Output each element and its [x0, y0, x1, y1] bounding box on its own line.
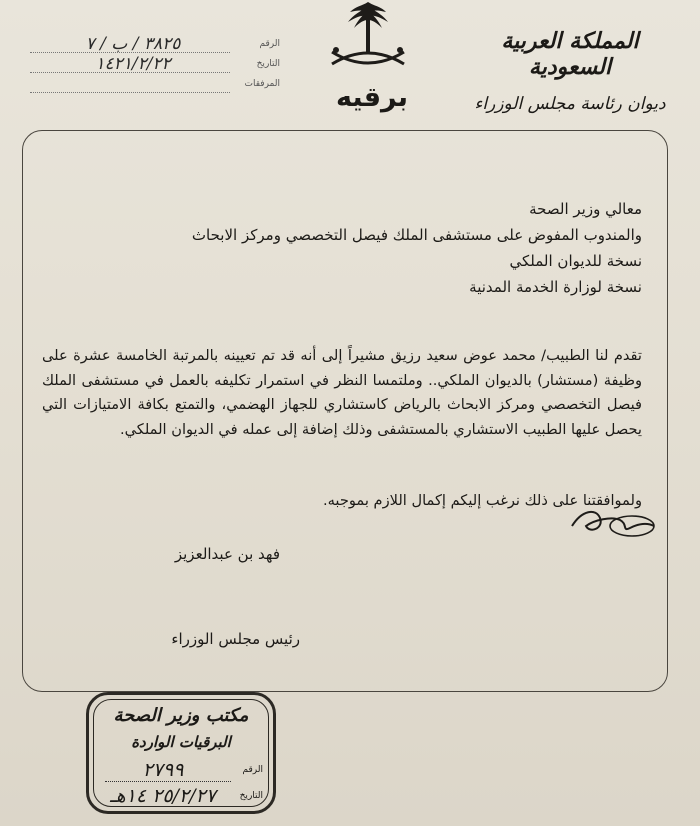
stamp-divider	[105, 781, 231, 782]
saudi-emblem-icon	[318, 0, 418, 80]
incoming-stamp	[86, 692, 276, 814]
address-line: معالي وزير الصحة	[529, 200, 642, 218]
stamp-number-value: ٢٧٩٩	[142, 759, 184, 781]
stamp-date-value: ٢٥/٢/٢٧ ١٤هـ	[110, 785, 216, 807]
signatory-name: فهد بن عبدالعزيز	[174, 545, 280, 563]
stamp-number-label: الرقم	[242, 765, 263, 775]
address-line: نسخة لوزارة الخدمة المدنية	[469, 278, 642, 296]
kingdom-name: المملكة العربية السعودية	[501, 28, 639, 80]
date-value: ١٤٢١/٢/٢٢	[95, 54, 171, 74]
address-line: نسخة للديوان الملكي	[509, 252, 642, 270]
stamp-title: مكتب وزير الصحة	[113, 705, 249, 726]
letterhead-right	[460, 28, 680, 114]
initial-signature-icon	[560, 502, 660, 542]
ref-label: الرقم	[259, 39, 280, 49]
date-label: التاريخ	[256, 59, 280, 69]
diwan-name: ديوان رئاسة مجلس الوزراء	[474, 94, 666, 114]
closing-line: ولموافقتنا على ذلك نرغب إليكم إكمال اللازم بموجبه.	[322, 492, 642, 509]
stamp-subtitle: البرقيات الواردة	[131, 733, 231, 751]
document-type-title: برقيه	[335, 82, 408, 113]
ref-row	[30, 34, 280, 54]
ref-divider	[30, 52, 230, 53]
address-block	[42, 196, 642, 300]
stamp-date-row	[99, 785, 263, 807]
stamp-date-label: التاريخ	[239, 791, 263, 801]
date-row	[30, 54, 280, 74]
reference-block	[30, 34, 280, 94]
ref-number: ٣٨٢٥ / ب / ٧	[85, 34, 181, 54]
letter-body: تقدم لنا الطبيب/ محمد عوض سعيد رزيق مشيراً إلى أنه قد تم تعيينه بالمرتبة الخامسة عشرة على وظيفة (مستشار) بالديوان الملكي.. وملتمسا النظر في استمرار تكليفه بالعمل في مستشفى الملك فيصل التخصصي ومركز الابحاث بالرياض كاستشاري للجهاز الهضمي، والتمتع بكافة الامتيازات التي يحصل عليها الطبيب الاستشاري بالمستشفى وذلك إضافة إلى عمله في الديوان الملكي.	[42, 347, 642, 438]
date-divider	[30, 72, 230, 73]
attachments-label: المرفقات	[244, 79, 280, 89]
attachments-row	[30, 74, 280, 94]
stamp-number-row	[99, 759, 263, 781]
address-line: والمندوب المفوض على مستشفى الملك فيصل التخصصي ومركز الابحاث	[191, 226, 642, 244]
attachments-divider	[30, 92, 230, 93]
signatory-title: رئيس مجلس الوزراء	[171, 630, 300, 648]
